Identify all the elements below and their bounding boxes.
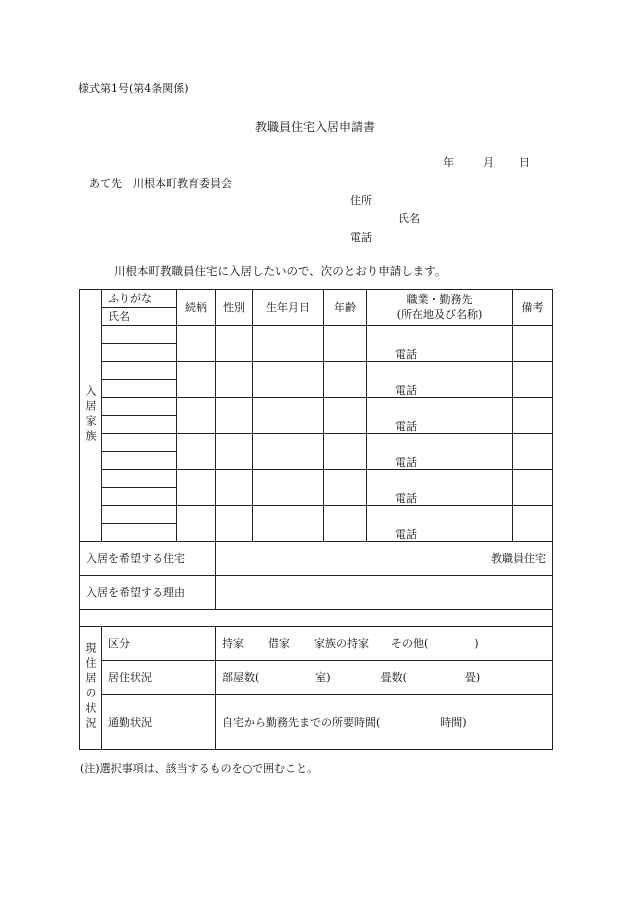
tatami-label: 畳数( [380,671,407,684]
desired-housing-label: 入居を希望する住宅 [80,542,216,576]
category-options[interactable] [216,627,553,661]
member-age-input[interactable] [324,398,367,434]
option-other[interactable]: その他( [391,637,429,650]
living-fields[interactable] [216,661,553,695]
member-phone-label: 電話 [395,348,417,361]
member-phone-label: 電話 [395,456,417,469]
member-birthdate-input[interactable] [253,434,324,470]
addressee: あて先 川根本町教育委員会 [89,177,232,190]
age-header: 年齢 [324,290,367,326]
option-own-house[interactable]: 持家 [222,637,244,650]
remarks-header: 備考 [513,290,553,326]
member-remarks-input[interactable] [513,362,553,398]
living-label: 居住状況 [102,661,216,695]
date-day: 日 [519,156,530,169]
member-name-input[interactable] [102,488,177,506]
commute-unit: 時間) [440,715,467,729]
member-name-input[interactable] [102,524,177,542]
member-gender-input[interactable] [216,434,253,470]
member-remarks-input[interactable] [513,398,553,434]
occupation-header-line1: 職業・勤務先 [406,293,473,307]
member-relation-input[interactable] [177,398,216,434]
family-section-label: 入居家族 [84,384,97,445]
document-title: 教職員住宅入居申請書 [254,120,375,134]
occupation-header-line2: (所在地及び名称) [396,307,483,321]
reason-label: 入居を希望する理由 [80,576,216,610]
member-relation-input[interactable] [177,470,216,506]
intro-text: 川根本町教職員住宅に入居したいので、次のとおり申請します。 [114,264,447,278]
member-furigana-input[interactable] [102,362,177,380]
member-occupation-input[interactable] [367,506,513,542]
member-birthdate-input[interactable] [253,362,324,398]
commute-label: 通勤状況 [102,695,216,750]
member-gender-input[interactable] [216,362,253,398]
member-occupation-input[interactable] [367,362,513,398]
form-number: 様式第1号(第4条関係) [78,82,189,95]
member-name-input[interactable] [102,416,177,434]
current-section-label: 現住居の状況 [84,642,97,732]
birthdate-header: 生年月日 [253,290,324,326]
member-occupation-input[interactable] [367,470,513,506]
applicant-phone-label: 電話 [350,231,372,244]
member-age-input[interactable] [324,506,367,542]
member-phone-label: 電話 [395,528,417,541]
member-gender-input[interactable] [216,470,253,506]
member-occupation-input[interactable] [367,326,513,362]
rooms-unit: 室) [315,671,331,684]
member-name-input[interactable] [102,344,177,362]
furigana-header: ふりがな [102,290,177,308]
family-section-label-cell [80,290,102,542]
date-year: 年 [443,156,454,169]
option-rented[interactable]: 借家 [268,637,290,650]
member-remarks-input[interactable] [513,506,553,542]
member-birthdate-input[interactable] [253,470,324,506]
member-relation-input[interactable] [177,326,216,362]
member-remarks-input[interactable] [513,434,553,470]
member-name-input[interactable] [102,452,177,470]
member-furigana-input[interactable] [102,326,177,344]
member-gender-input[interactable] [216,326,253,362]
relation-header: 続柄 [177,290,216,326]
application-table [79,289,553,750]
gender-header: 性別 [216,290,253,326]
applicant-address-label: 住所 [350,194,372,207]
member-relation-input[interactable] [177,362,216,398]
member-occupation-input[interactable] [367,398,513,434]
member-name-input[interactable] [102,380,177,398]
member-remarks-input[interactable] [513,470,553,506]
tatami-unit: 畳) [464,671,481,684]
member-furigana-input[interactable] [102,506,177,524]
member-birthdate-input[interactable] [253,506,324,542]
member-furigana-input[interactable] [102,398,177,416]
member-age-input[interactable] [324,326,367,362]
footnote: (注)選択事項は、該当するものを○で囲むこと。 [80,762,319,775]
reason-input[interactable] [216,576,553,610]
option-other-close: ) [474,637,479,650]
blank-row [80,610,553,627]
member-phone-label: 電話 [395,384,417,397]
member-gender-input[interactable] [216,506,253,542]
member-furigana-input[interactable] [102,434,177,452]
member-gender-input[interactable] [216,398,253,434]
member-relation-input[interactable] [177,506,216,542]
member-birthdate-input[interactable] [253,326,324,362]
member-age-input[interactable] [324,362,367,398]
rooms-label: 部屋数( [222,671,260,684]
member-age-input[interactable] [324,470,367,506]
date-line [443,157,530,168]
applicant-name-label: 氏名 [398,212,420,225]
member-relation-input[interactable] [177,434,216,470]
occupation-header [367,290,513,326]
member-occupation-input[interactable] [367,434,513,470]
member-age-input[interactable] [324,434,367,470]
member-remarks-input[interactable] [513,326,553,362]
member-birthdate-input[interactable] [253,398,324,434]
member-phone-label: 電話 [395,420,417,433]
desired-housing-value[interactable]: 教職員住宅 [216,542,553,576]
category-label: 区分 [102,627,216,661]
current-section-label-cell [80,627,102,750]
commute-field[interactable] [216,695,553,750]
member-furigana-input[interactable] [102,470,177,488]
option-family-own[interactable]: 家族の持家 [314,637,369,650]
member-phone-label: 電話 [395,492,417,505]
commute-text: 自宅から勤務先までの所要時間( [222,715,381,729]
name-header: 氏名 [102,308,177,326]
date-month: 月 [483,156,494,169]
